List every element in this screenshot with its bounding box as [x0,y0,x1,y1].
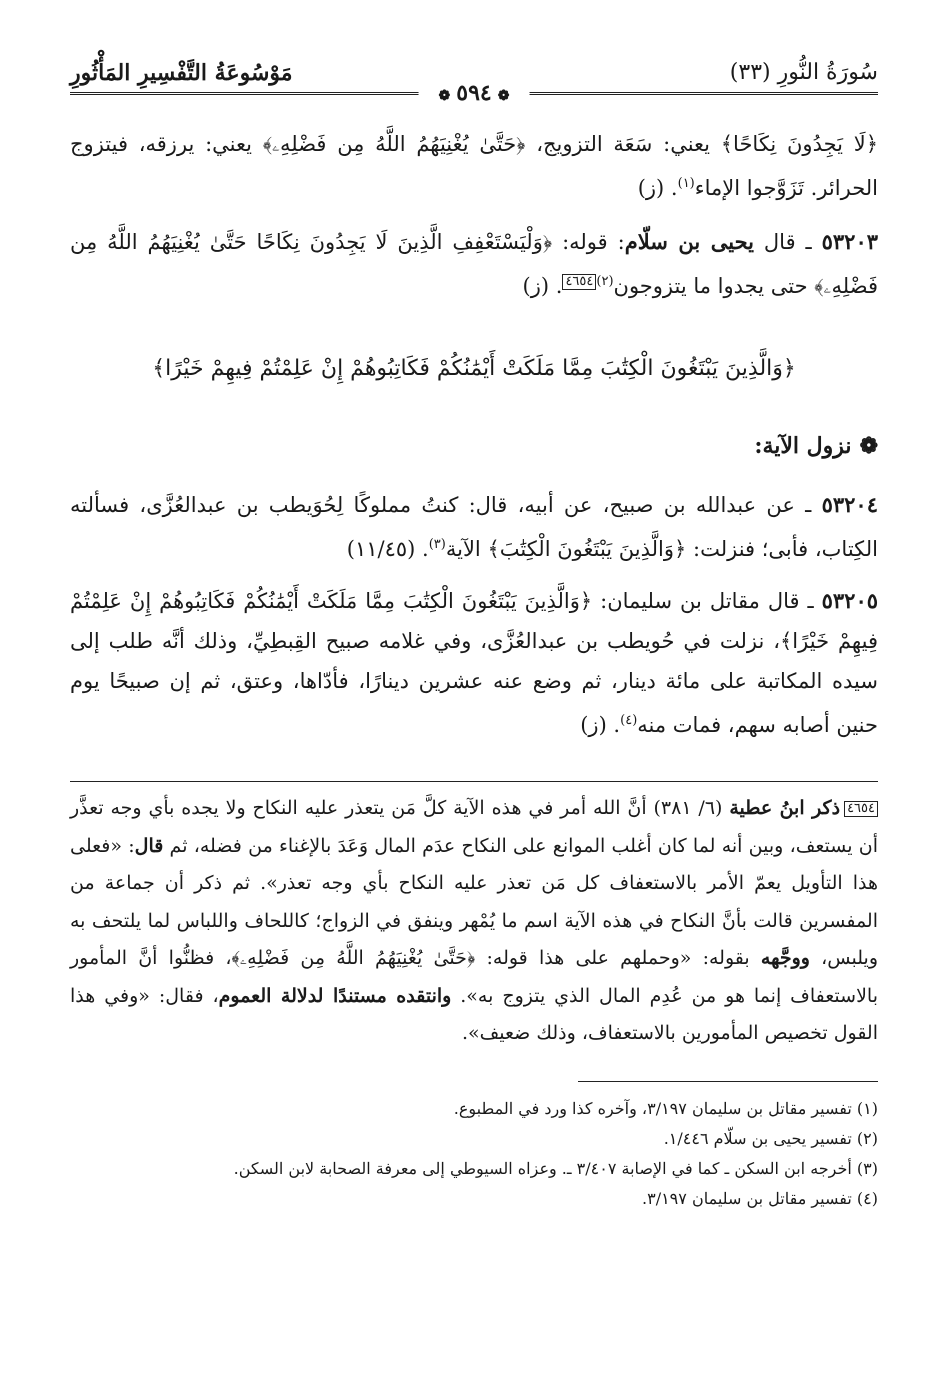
text: . (ز) [637,176,678,200]
note-bold: وانتقده مستندًا لدلالة العموم [218,984,452,1007]
footnote-ref[interactable]: (٢) [596,274,614,289]
section-title: نزول الآية: [754,433,852,459]
text: : «فعلى هذا التأويل يعمّ الأمر بالاستعفاف كل مَن تعذر عليه النكاح بأي وجه تعذر». ثم ذكر أن جماعة من المفسرين قالت بأنَّ النكاح في هذه الآية اسم ما يُمْهر وينفق في الزواج؛ كاللحاف واللباس لما يلتحف به ويلبس، [70,834,878,969]
text: يعني: يرزقه، فيتزوج الحرائر. تَزَوَّجوا الإماء [70,132,878,200]
note-separator [70,781,878,782]
paragraph-53205 [70,581,878,745]
note-reference-box[interactable]: ٤٦٥٤ [562,274,596,290]
athar-number: ٥٣٢٠٤ [821,492,878,517]
text: (٦/ ٣٨١) أنَّ الله أمر في هذه الآية كلَّ مَن يتعذر عليه النكاح ولا يجده بأي وجه تعذَّر أن يستعف، وبين أنه لما كان أغلب الموانع على النكاح عدَم المال وَعَدَ بالإغناء من فضله، ثم [70,797,878,857]
note-bold: ووجَّهه [760,947,810,969]
footnotes [70,1094,878,1214]
text: يعني: سَعَة التزويج، [525,132,721,156]
text: ـ عن عبدالله بن صبيح، عن أبيه، قال: كنتُ مملوكًا لِحُوَيطب بن عبدالعُزَّى، فسألته الكِتاب، فأبى؛ فنزلت: [70,493,878,561]
text: ـ قال [754,230,822,254]
paragraph-53204 [70,485,878,569]
text: . (١١/٤٥) [346,537,429,561]
quran-quote: ﴿حَتَّىٰ يُغْنِيَهُمُ اللَّهُ مِن فَضْلِهِۦ﴾ [262,132,526,156]
athar-number: ٥٣٢٠٥ [821,588,879,613]
text: : قوله: [552,230,625,254]
text: حتى يجدوا ما يتزوجون [613,274,815,298]
text: ، فقال: «وفي هذا القول تخصيص المأمورين بالاستعفاف، وذلك ضعيف». [70,984,878,1044]
narrator-name: يحيى بن سلّام [624,229,754,254]
note-number-box: ٤٦٥٤ [844,801,878,817]
page-header [70,58,878,106]
quran-quote: ﴿حَتَّىٰ يُغْنِيَهُمُ اللَّهُ مِن فَضْلِهِۦ﴾ [231,947,476,969]
quran-verse-heading: ﴿وَالَّذِينَ يَبْتَغُونَ الْكِتَٰبَ مِمَّا مَلَكَتْ أَيْمَٰنُكُمْ فَكَاتِبُوهُمْ إِنْ عَلِمْتُمْ فِيهِمْ خَيْرًا﴾ [152,356,796,381]
footnote-ref[interactable]: (١) [677,176,695,191]
header-book-title: مَوْسُوعَةُ التَّفْسِيرِ المَأْثُورِ [70,60,293,86]
text: ، فظنُّوا أنَّ المأمور بالاستعفاف إنما هو من عُدِم المال الذي يتزوج به». [70,947,879,1007]
footnote: (٤) تفسير مقاتل بن سليمان ٣/١٩٧. [642,1188,878,1208]
ornament-icon: ❁ [497,88,510,104]
text: ، نزلت في حُويطب بن عبدالعُزَّى، وفي غلامه صبيح القِبطِيِّ، وذلك أنَّه طلب إلى سيده المكاتبة على مائة دينار، ثم وضع عنه عشرين دينارًا، فأدّاها، وعتق، ثم إن صبيحًا يوم حنين أصابه سهم، فمات منه [70,629,878,737]
section-heading [70,433,878,459]
note-bold: ذكر ابنُ عطية [729,797,841,819]
scholarly-note-4654 [70,790,878,1053]
footnote: (١) تفسير مقاتل بن سليمان ٣/١٩٧، وآخره كذا ورد في المطبوع. [453,1098,878,1118]
text: . (ز) [522,274,563,298]
quran-quote: ﴿وَالَّذِينَ يَبْتَغُونَ الْكِتَٰبَ مِمَّا مَلَكَتْ أَيْمَٰنُكُمْ فَكَاتِبُوهُمْ إِنْ عَلِمْتُمْ فِيهِمْ خَيْرًا﴾ [70,589,878,653]
header-surah-name: سُورَةُ النُّورِ (٣٣) [729,60,878,85]
quran-quote: ﴿لَا يَجِدُونَ نِكَاحًا﴾ [720,132,878,156]
page-number [419,80,530,106]
footnote-separator [578,1081,878,1082]
text: الآية [445,537,488,561]
quran-quote: ﴿وَالَّذِينَ يَبْتَغُونَ الْكِتَٰبَ﴾ [487,537,687,561]
text: . (ز) [580,713,621,737]
text: بقوله: «وحملهم على هذا قوله: [475,947,761,969]
page-number-value: ٥٩٤ [456,80,492,106]
note-bold: قال [134,834,164,857]
book-page [70,58,878,1214]
paragraph-tafsir-continuation [70,124,878,208]
footnote: (٣) أخرجه ابن السكن ـ كما في الإصابة ٣/٤٠٧ ـ. وعزاه السيوطي إلى معرفة الصحابة لابن السكن. [233,1158,878,1178]
flower-ornament-icon: ❁ [859,433,878,459]
text: ـ قال مقاتل بن سليمان: [592,589,822,613]
quran-quote: ﴿وَلْيَسْتَعْفِفِ الَّذِينَ لَا يَجِدُونَ نِكَاحًا حَتَّىٰ يُغْنِيَهُمُ اللَّهُ مِن فَضْلِهِۦ﴾ [70,230,878,298]
athar-number: ٥٣٢٠٣ [821,229,879,254]
ornament-icon: ❁ [438,88,451,104]
footnote-ref[interactable]: (٣) [428,537,446,552]
paragraph-53203 [70,222,878,306]
footnote: (٢) تفسير يحيى بن سلّام ١/٤٤٦. [663,1128,878,1148]
footnote-ref[interactable]: (٤) [620,713,638,728]
